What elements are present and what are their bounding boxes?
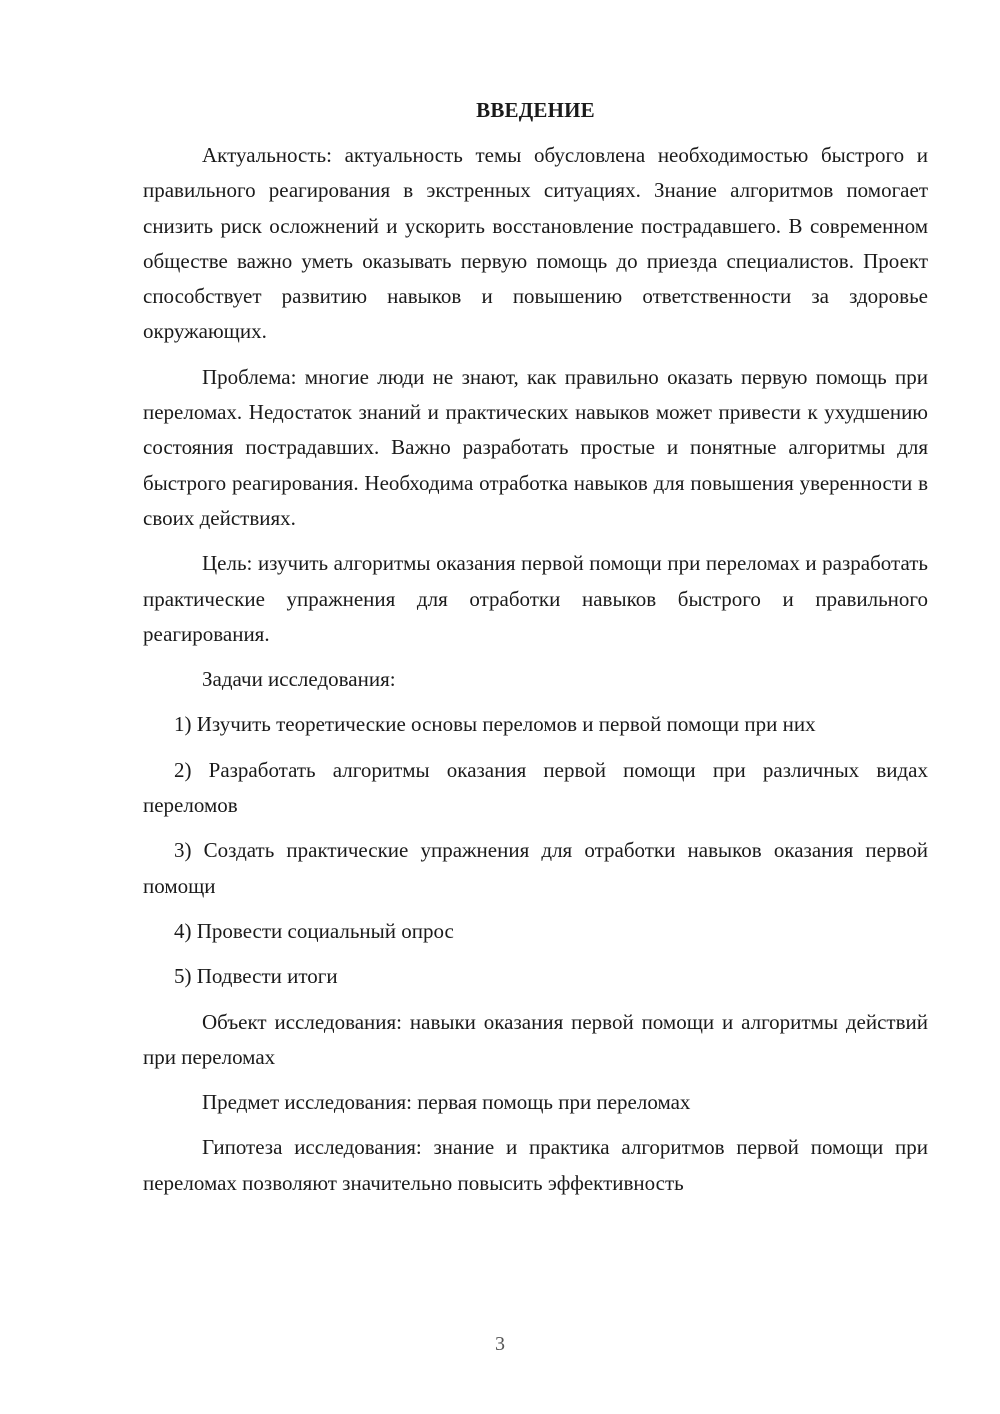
problem-paragraph: Проблема: многие люди не знают, как правильно оказать первую помощь при переломах. Недостаток знаний и практических навыков может привести к ухудшению состояния пострадавших. Важно разработать простые и понятные алгоритмы для быстрого реагирования. Необходима отработка навыков для повышения уверенности в своих действиях. xyxy=(143,364,928,530)
section-heading: ВВЕДЕНИЕ xyxy=(476,98,595,122)
hypothesis-paragraph: Гипотеза исследования: знание и практика алгоритмов первой помощи при переломах позволяют значительно повысить эффективность xyxy=(143,1135,928,1195)
task-item-2: 2) Разработать алгоритмы оказания первой помощи при различных видах переломов xyxy=(143,757,928,818)
tasks-heading: Задачи исследования: xyxy=(202,667,396,692)
task-item-1: 1) Изучить теоретические основы переломов и первой помощи при них xyxy=(174,712,816,737)
relevance-paragraph: Актуальность: актуальность темы обусловлена необходимостью быстрого и правильного реагирования в экстренных ситуациях. Знание алгоритмов помогает снизить риск осложнений и ускорить восстановление пострадавшего. В современном обществе важно уметь оказывать первую помощь до приезда специалистов. Проект способствует развитию навыков и повышению ответственности за здоровье окружающих. xyxy=(143,143,928,344)
task-item-3: 3) Создать практические упражнения для отработки навыков оказания первой помощи xyxy=(143,838,928,898)
document-page xyxy=(143,96,928,1211)
object-paragraph: Объект исследования: навыки оказания первой помощи и алгоритмы действий при переломах xyxy=(143,1009,928,1069)
subject-paragraph: Предмет исследования: первая помощь при переломах xyxy=(202,1090,691,1115)
page-number: 3 xyxy=(495,1333,505,1355)
task-item-5: 5) Подвести итоги xyxy=(174,964,338,989)
task-item-4: 4) Провести социальный опрос xyxy=(174,918,454,943)
goal-paragraph: Цель: изучить алгоритмы оказания первой помощи при переломах и разработать практические упражнения для отработки навыков быстрого и правильного реагирования. xyxy=(143,551,928,646)
